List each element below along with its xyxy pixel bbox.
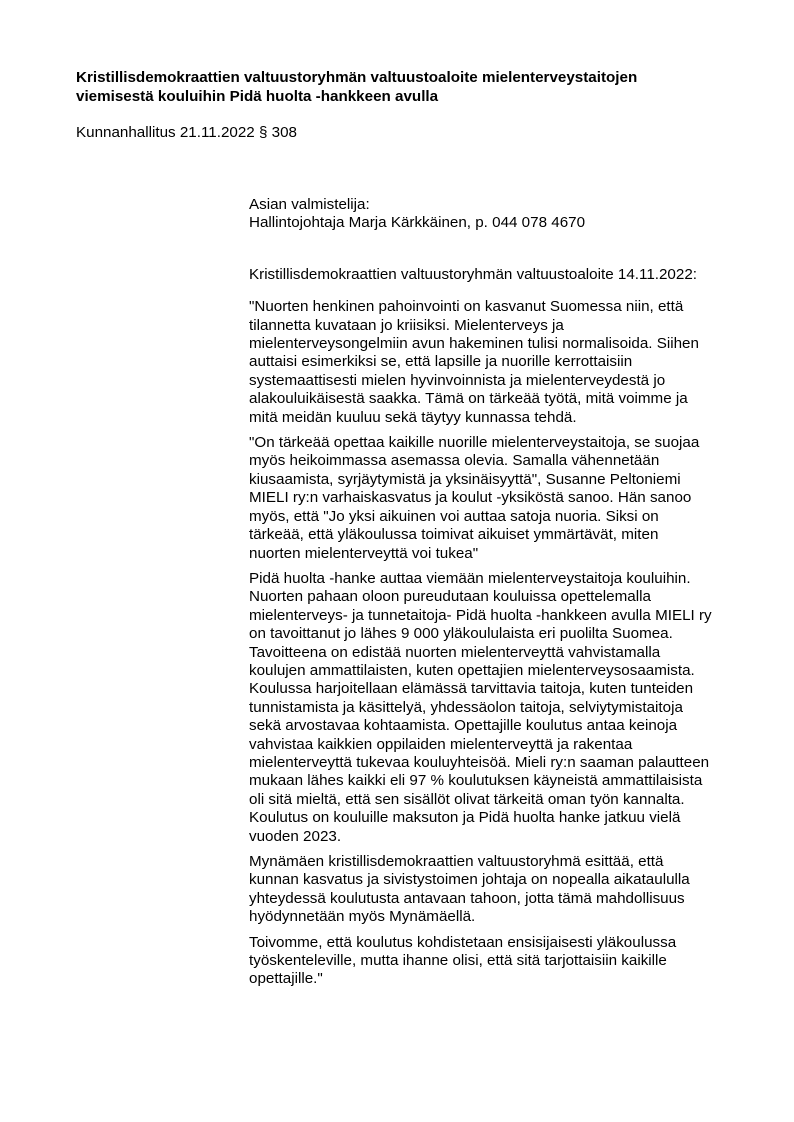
paragraph-line: on tavoittanut jo lähes 9 000 yläkoululaista eri puolilta Suomea. (249, 625, 673, 643)
paragraph-3 (249, 570, 749, 846)
document-body (249, 196, 749, 989)
paragraph-line: myös, että "Jo yksi aikuinen voi auttaa satoja nuoria. Siksi on (249, 507, 659, 525)
paragraph-line: systemaattisesti mielen hyvinvoinnista ja mielenterveydestä jo (249, 371, 666, 389)
paragraph-line: Koulutus on kouluille maksuton ja Pidä huolta hanke jatkuu vielä (249, 809, 681, 827)
paragraph-line: koulujen ammattilaisten, kuten opettajien mielenterveysosaamista. (249, 661, 695, 679)
preparer-label: Asian valmistelija: (249, 196, 370, 213)
paragraph-line: mitä meidän kuuluu sekä täytyy kunnassa tehdä. (249, 408, 577, 426)
paragraph-4 (249, 853, 749, 927)
paragraph-line: "On tärkeää opettaa kaikille nuorille mielenterveystaitoja, se suojaa (249, 434, 700, 452)
preparer: Hallintojohtaja Marja Kärkkäinen, p. 044 078 4670 (249, 214, 586, 232)
paragraph-line: tilannetta kuvataan jo kriisiksi. Mielenterveys ja (249, 316, 564, 334)
paragraph-line: vahvistaa kaikkien oppilaiden mielenterveyttä ja rakentaa (249, 735, 633, 753)
paragraph-line: sekä arvostavaa kohtaamista. Opettajille koulutus antaa keinoja (249, 717, 678, 735)
paragraph-line: Koulussa harjoitellaan elämässä tarvittavia taitoja, kuten tunteiden (249, 680, 694, 698)
motion-heading: Kristillisdemokraattien valtuustoryhmän valtuustoaloite 14.11.2022: (249, 265, 697, 283)
paragraph-line: työskenteleville, mutta ihanne olisi, että sitä tarjottaisiin kaikille (249, 952, 667, 970)
paragraph-5 (249, 934, 749, 989)
title-line: Kristillisdemokraattien valtuustoryhmän valtuustoaloite mielenterveystaitojen (76, 69, 638, 86)
paragraph-line: Tavoitteena on edistää nuorten mielenterveyttä vahvistamalla (249, 643, 661, 661)
paragraph-2 (249, 434, 749, 563)
paragraph-line: hyödynnetään myös Mynämäellä. (249, 908, 476, 926)
document-title (76, 68, 716, 106)
paragraph-line: opettajille." (249, 970, 323, 988)
paragraph-line: auttaisi esimerkiksi se, että lapsille ja nuorille kerrottaisiin (249, 353, 633, 371)
paragraph-line: tärkeää, että yläkoulussa toimivat aikuiset ymmärtävät, miten (249, 526, 659, 544)
paragraph-line: nuorten mielenterveyttä voi tukea" (249, 544, 479, 562)
paragraph-line: Nuorten pahaan oloon pureudutaan kouluissa opettelemalla (249, 588, 651, 606)
paragraph-line: mielenterveys- ja tunnetaitoja- Pidä huolta -hankkeen avulla MIELI ry (249, 606, 712, 624)
paragraph-line: mukaan lähes kaikki eli 97 % koulutuksen käyneistä ammattilaisista (249, 772, 703, 790)
paragraph-line: alakouluikäisestä saakka. Tämä on tärkeää työtä, mitä voimme ja (249, 390, 688, 408)
paragraph-line: oli sitä mieltä, että sen sisällöt olivat tärkeitä oman työn kannalta. (249, 790, 685, 808)
paragraph-line: mielenterveyttä tukevaa kouluyhteisöä. Mieli ry:n saaman palautteen (249, 753, 710, 771)
meeting-reference: Kunnanhallitus 21.11.2022 § 308 (76, 124, 297, 141)
paragraph-line: kunnan kasvatus ja sivistystoimen johtaja on nopealla aikataululla (249, 871, 690, 889)
paragraph-line: kiusaamista, syrjäytymistä ja yksinäisyyttä", Susanne Peltoniemi (249, 470, 681, 488)
paragraph-line: myös heikoimmassa asemassa olevia. Samalla vähennetään (249, 452, 660, 470)
title-line: viemisestä kouluihin Pidä huolta -hankkeen avulla (76, 88, 439, 105)
paragraph-line: "Nuorten henkinen pahoinvointi on kasvanut Suomessa niin, että (249, 298, 684, 316)
paragraph-line: yhteydessä koulutusta antavaan tahoon, jotta tämä mahdollisuus (249, 889, 685, 907)
paragraph-line: Pidä huolta -hanke auttaa viemään mielenterveystaitoja kouluihin. (249, 569, 691, 587)
paragraph-line: MIELI ry:n varhaiskasvatus ja koulut -yksiköstä sanoo. Hän sanoo (249, 489, 692, 507)
paragraph-line: vuoden 2023. (249, 827, 342, 845)
paragraph-1 (249, 298, 749, 427)
paragraph-line: Toivomme, että koulutus kohdistetaan ensisijaisesti yläkoulussa (249, 933, 677, 951)
paragraph-line: tunnistamista ja käsittelyä, yhdessäolon taitoja, selviytymistaitoja (249, 698, 683, 716)
paragraph-line: Mynämäen kristillisdemokraattien valtuustoryhmä esittää, että (249, 853, 664, 870)
paragraph-line: mielenterveysongelmiin avun hakeminen tulisi normalisoida. Siihen (249, 335, 699, 353)
